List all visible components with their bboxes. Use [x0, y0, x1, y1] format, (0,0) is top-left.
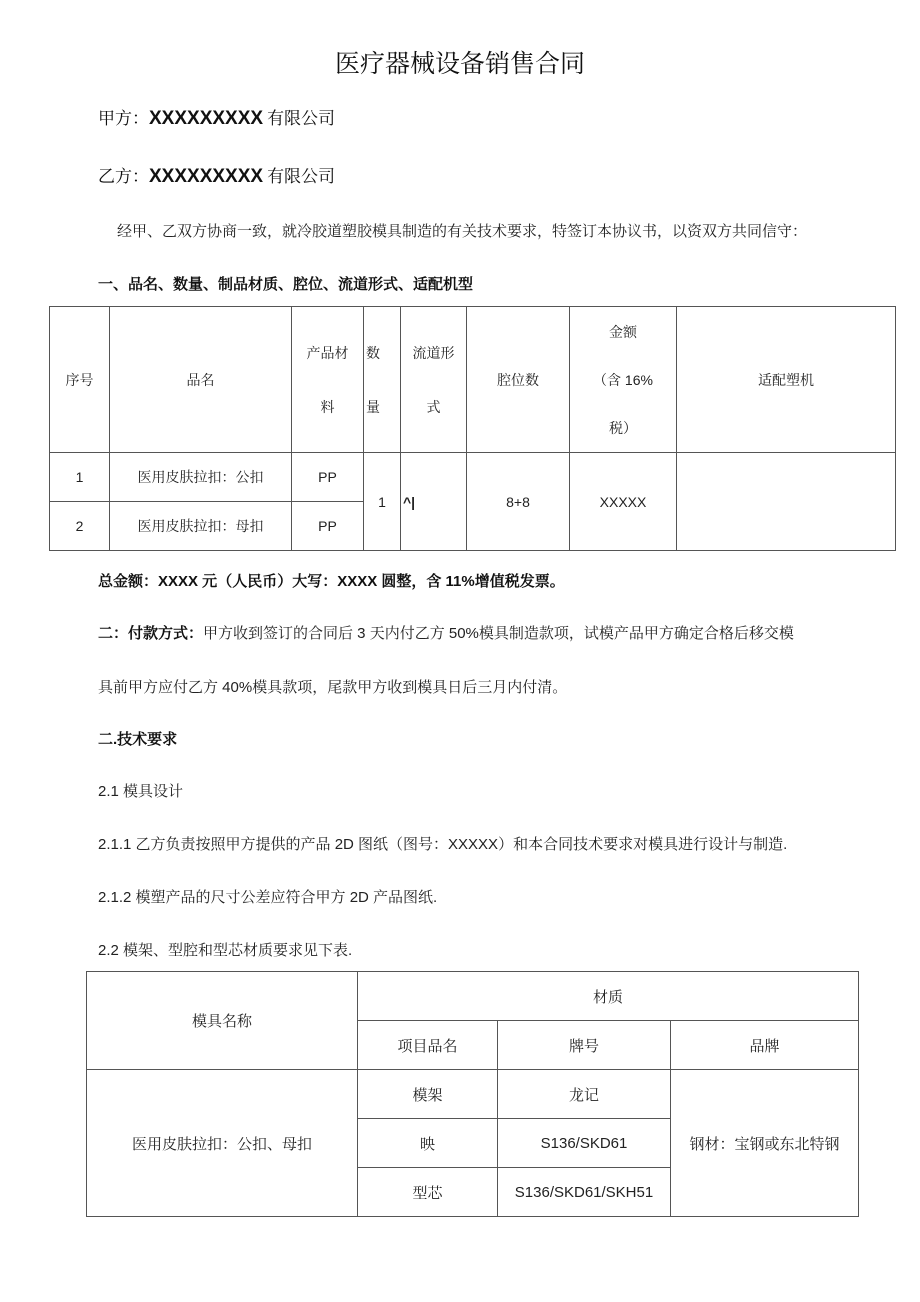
col-brand: 品牌 — [671, 1021, 859, 1070]
party-a-label: 甲方： — [98, 109, 149, 128]
payment-label: 二：付款方式： — [98, 625, 204, 642]
col-grade: 牌号 — [498, 1021, 671, 1070]
header-runner-line2: 式 — [426, 398, 441, 415]
row-grade-1: 龙记 — [498, 1070, 671, 1119]
payment-line1 — [98, 622, 794, 643]
row-item-3: 型芯 — [358, 1168, 498, 1217]
payment-line2: 具前甲方应付乙方 40%模具款项，尾款甲方收到模具日后三月内付清。 — [98, 679, 568, 696]
party-a-name: XXXXXXXXX — [149, 108, 264, 129]
col-item: 项目品名 — [358, 1021, 498, 1070]
header-name: 品名 — [110, 307, 292, 453]
row1-name: 医用皮肤拉扣：公扣 — [110, 453, 292, 502]
header-material-line2: 料 — [320, 398, 335, 415]
header-no: 序号 — [50, 307, 110, 453]
header-qty-line1: 数 — [366, 344, 380, 361]
header-cavity: 腔位数 — [467, 307, 570, 453]
party-a-suffix: 有限公司 — [267, 109, 336, 128]
header-amount-line3: 税） — [609, 419, 637, 436]
section-2-1: 2.1 模具设计 — [98, 783, 184, 800]
section2-heading: 二.技术要求 — [98, 731, 178, 748]
section-2-1-1: 2.1.1 乙方负责按照甲方提供的产品 2D 图纸（图号：XXXXX）和本合同技术要求对模具进行设计与制造. — [98, 836, 788, 853]
total-amount-line: 总金额：XXXX 元（人民币）大写：XXXX 圆整，含 11%增值税发票。 — [98, 573, 565, 590]
header-machine: 适配塑机 — [677, 307, 896, 453]
party-b-label: 乙方： — [98, 167, 149, 186]
row2-material: PP — [292, 502, 364, 551]
brand-value: 钢材：宝钢或东北特钢 — [671, 1070, 859, 1217]
section-2-2: 2.2 模架、型腔和型芯材质要求见下表. — [98, 942, 353, 959]
header-material-line1: 产品材 — [306, 344, 349, 361]
row-grade-2: S136/SKD61 — [498, 1119, 671, 1168]
product-table — [49, 306, 896, 551]
row2-no: 2 — [50, 502, 110, 551]
header-material — [292, 307, 364, 453]
header-amount-line2: （含 16% — [593, 371, 653, 388]
cavity-value: 8+8 — [467, 453, 570, 551]
col-material: 材质 — [358, 972, 859, 1021]
row-grade-3: S136/SKD61/SKH51 — [498, 1168, 671, 1217]
section-2-1-2: 2.1.2 模塑产品的尺寸公差应符合甲方 2D 产品图纸. — [98, 889, 438, 906]
party-b — [98, 162, 335, 188]
runner-value: ^| — [401, 453, 467, 551]
header-amount-line1: 金额 — [609, 323, 637, 340]
payment-text1: 甲方收到签订的合同后 3 天内付乙方 50%模具制造款项，试模产品甲方确定合格后移交模 — [203, 625, 794, 642]
row1-no: 1 — [50, 453, 110, 502]
party-b-suffix: 有限公司 — [267, 167, 336, 186]
qty-value: 1 — [364, 453, 401, 551]
header-qty — [364, 307, 401, 453]
section1-heading: 一、品名、数量、制品材质、腔位、流道形式、适配机型 — [98, 276, 474, 293]
material-table — [86, 971, 859, 1217]
document-title: 医疗器械设备销售合同 — [334, 50, 585, 78]
mold-name-value: 医用皮肤拉扣：公扣、母扣 — [87, 1070, 358, 1217]
row-item-2: 映 — [358, 1119, 498, 1168]
col-mold-name: 模具名称 — [87, 972, 358, 1070]
header-qty-line2: 量 — [366, 398, 380, 415]
header-runner — [401, 307, 467, 453]
header-runner-line1: 流道形 — [412, 344, 455, 361]
party-a — [98, 104, 335, 130]
amount-value: XXXXX — [570, 453, 677, 551]
row1-material: PP — [292, 453, 364, 502]
machine-value — [677, 453, 896, 551]
party-b-name: XXXXXXXXX — [149, 166, 264, 187]
header-amount — [570, 307, 677, 453]
intro-paragraph: 经甲、乙双方协商一致，就冷胶道塑胶模具制造的有关技术要求，特签订本协议书，以资双方共同信守： — [117, 223, 808, 240]
row-item-1: 模架 — [358, 1070, 498, 1119]
row2-name: 医用皮肤拉扣：母扣 — [110, 502, 292, 551]
